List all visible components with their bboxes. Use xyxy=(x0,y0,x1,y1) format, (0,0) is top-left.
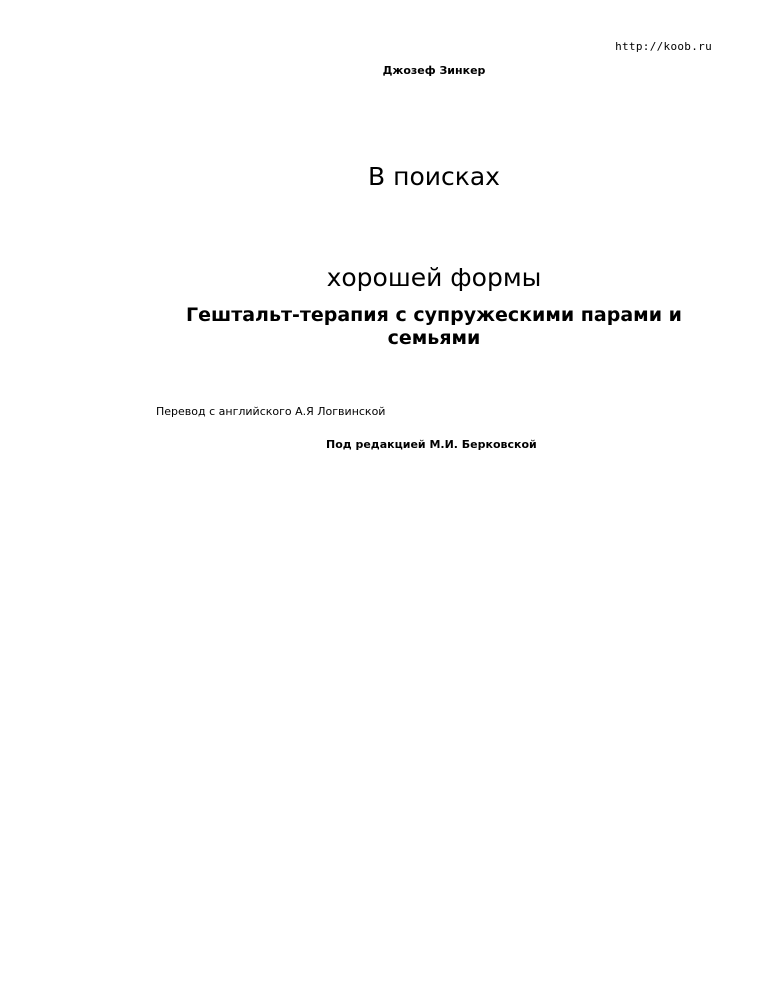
title-line-1: В поисках xyxy=(368,162,500,191)
subtitle: Гештальт-терапия с супружескими парами и семьями xyxy=(186,304,682,349)
author-name: Джозеф Зинкер xyxy=(382,64,486,77)
editor-credit: Под редакцией М.И. Берковской xyxy=(326,438,537,451)
site-url: http://koob.ru xyxy=(615,40,712,53)
title-line-2: хорошей формы xyxy=(326,263,542,292)
translator-credit: Перевод с английского А.Я Логвинской xyxy=(156,405,386,418)
